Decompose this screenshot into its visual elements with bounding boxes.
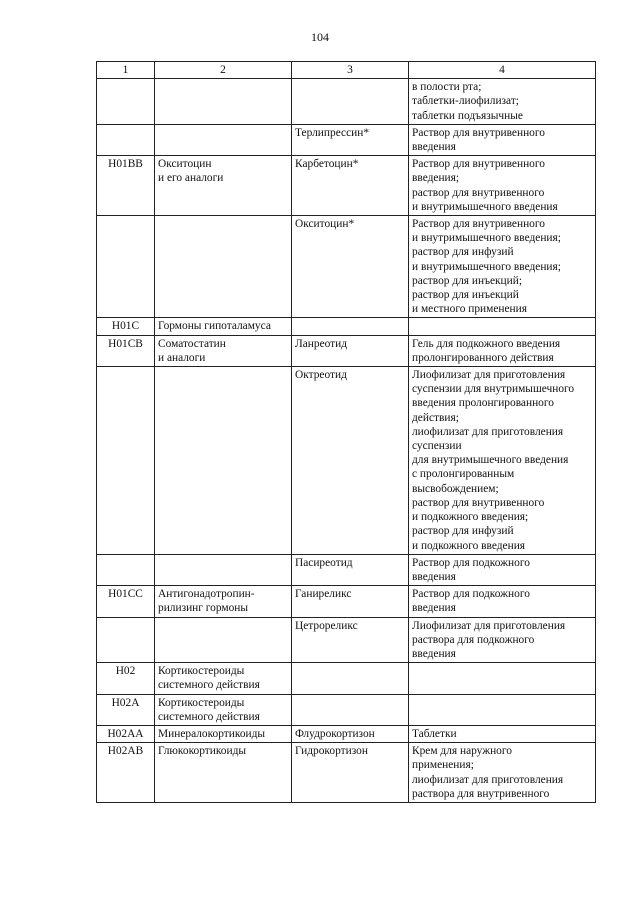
dosage-forms-cell [409, 216, 596, 318]
cell-line: применения; [412, 759, 474, 772]
cell-line: таблетки подъязычные [412, 109, 523, 122]
table-row [97, 79, 596, 125]
cell-line: и его аналоги [158, 172, 224, 185]
dosage-forms-cell [409, 725, 596, 742]
table-row [97, 335, 596, 366]
drug-name-cell [292, 216, 409, 318]
cell-line: Пасиреотид [295, 556, 353, 569]
dosage-forms-cell [409, 694, 596, 725]
atc-code-cell [97, 554, 155, 585]
cell-line: системного действия [158, 679, 260, 692]
cell-line: действия; [412, 411, 459, 424]
table-row [97, 156, 596, 216]
cell-line: суспензии для внутримышечного [412, 383, 575, 396]
atc-code-cell [97, 617, 155, 663]
group-cell [155, 586, 292, 617]
cell-line: с пролонгированным [412, 468, 515, 481]
dosage-forms-cell [409, 586, 596, 617]
cell-line: раствор для внутривенного [412, 186, 545, 199]
cell-line: Терлипрессин* [295, 126, 370, 139]
cell-line: Соматостатин [158, 337, 226, 350]
cell-line: таблетки-лиофилизат; [412, 95, 519, 108]
cell-line: раствор для инфузий [412, 525, 514, 538]
cell-line: и внутримышечного введения; [412, 260, 561, 273]
drug-name-cell [292, 367, 409, 555]
cell-line: Раствор для подкожного [412, 556, 530, 569]
cell-line: раствор для внутривенного [412, 496, 545, 509]
group-cell [155, 216, 292, 318]
group-cell [155, 663, 292, 694]
cell-line: Окситоцин [158, 158, 212, 171]
cell-line: введения [412, 647, 456, 660]
cell-line: суспензии [412, 440, 462, 453]
cell-line: и аналоги [158, 351, 206, 364]
cell-line: Лиофилизат для приготовления [412, 619, 566, 632]
atc-code-cell [97, 367, 155, 555]
cell-line: Глюкокортикоиды [158, 745, 247, 758]
cell-line: Карбетоцин* [295, 158, 359, 171]
drug-name-cell [292, 743, 409, 803]
atc-code-cell [97, 216, 155, 318]
cell-line: Раствор для внутривенного [412, 158, 545, 171]
atc-code-cell: H01C [97, 318, 155, 335]
table-row [97, 725, 596, 742]
cell-line: Октреотид [295, 369, 347, 382]
group-cell [155, 367, 292, 555]
atc-code-cell: H01CC [97, 586, 155, 617]
cell-line: и внутримышечного введения [412, 200, 558, 213]
table-row [97, 694, 596, 725]
cell-line: рилизинг гормоны [158, 602, 249, 615]
cell-line: Флудрокортизон [295, 727, 375, 740]
dosage-forms-cell [409, 663, 596, 694]
cell-line: высвобождением; [412, 482, 499, 495]
group-cell [155, 743, 292, 803]
cell-line: Раствор для внутривенного [412, 218, 545, 231]
cell-line: и подкожного введения; [412, 511, 529, 524]
cell-line: Крем для наружного [412, 745, 512, 758]
dosage-forms-cell [409, 124, 596, 155]
atc-code-cell: H02AB [97, 743, 155, 803]
cell-line: пролонгированного действия [412, 351, 554, 364]
cell-line: раствор для инъекций [412, 289, 519, 302]
cell-line: Антигонадотропин- [158, 588, 255, 601]
table-row [97, 216, 596, 318]
group-cell [155, 79, 292, 125]
cell-line: лиофилизат для приготовления [412, 773, 564, 786]
cell-line: введения пролонгированного [412, 397, 554, 410]
drug-name-cell [292, 318, 409, 335]
cell-line: Гидрокортизон [295, 745, 368, 758]
drug-name-cell [292, 156, 409, 216]
cell-line: и внутримышечного введения; [412, 232, 561, 245]
atc-code-cell: H02AA [97, 725, 155, 742]
drug-name-cell [292, 617, 409, 663]
page-number: 104 [311, 30, 329, 44]
drug-table [96, 61, 596, 803]
atc-code-cell: H01BB [97, 156, 155, 216]
dosage-forms-cell [409, 335, 596, 366]
cell-line: раствора для подкожного [412, 633, 535, 646]
cell-line: системного действия [158, 710, 260, 723]
cell-line: Раствор для внутривенного [412, 126, 545, 139]
table-row [97, 124, 596, 155]
cell-line: Кортикостероиды [158, 665, 245, 678]
cell-line: Лиофилизат для приготовления [412, 369, 566, 382]
group-cell [155, 335, 292, 366]
header-cell: 4 [409, 62, 596, 79]
drug-name-cell [292, 335, 409, 366]
drug-name-cell [292, 554, 409, 585]
group-cell [155, 694, 292, 725]
cell-line: и подкожного введения [412, 539, 526, 552]
table-row [97, 367, 596, 555]
dosage-forms-cell [409, 554, 596, 585]
cell-line: раствор для инъекций; [412, 274, 523, 287]
atc-code-cell: H02A [97, 694, 155, 725]
cell-line: Таблетки [412, 727, 457, 740]
cell-line: лиофилизат для приготовления [412, 425, 564, 438]
cell-line: Ланреотид [295, 337, 348, 350]
header-row [97, 62, 596, 79]
table-row [97, 554, 596, 585]
cell-line: Раствор для подкожного [412, 588, 530, 601]
group-cell [155, 554, 292, 585]
group-cell [155, 318, 292, 335]
cell-line: Минералокортикоиды [158, 727, 266, 740]
cell-line: введения [412, 570, 456, 583]
cell-line: Гель для подкожного введения [412, 337, 561, 350]
header-cell: 2 [155, 62, 292, 79]
dosage-forms-cell [409, 367, 596, 555]
dosage-forms-cell [409, 318, 596, 335]
cell-line: введения [412, 141, 456, 154]
header-cell: 3 [292, 62, 409, 79]
table-row [97, 586, 596, 617]
cell-line: в полости рта; [412, 81, 482, 94]
group-cell [155, 617, 292, 663]
table-row [97, 663, 596, 694]
drug-name-cell [292, 586, 409, 617]
cell-line: раствор для инфузий [412, 246, 514, 259]
cell-line: для внутримышечного введения [412, 454, 569, 467]
header-cell: 1 [97, 62, 155, 79]
cell-line: Кортикостероиды [158, 696, 245, 709]
cell-line: Гормоны гипоталамуса [158, 320, 271, 333]
atc-code-cell [97, 79, 155, 125]
cell-line: Окситоцин* [295, 218, 355, 231]
atc-code-cell [97, 124, 155, 155]
drug-name-cell [292, 663, 409, 694]
dosage-forms-cell [409, 743, 596, 803]
drug-name-cell [292, 725, 409, 742]
atc-code-cell: H01CB [97, 335, 155, 366]
cell-line: введения; [412, 172, 460, 185]
group-cell [155, 725, 292, 742]
group-cell [155, 124, 292, 155]
table-row [97, 743, 596, 803]
cell-line: раствора для внутривенного [412, 787, 550, 800]
cell-line: и местного применения [412, 303, 527, 316]
cell-line: введения [412, 602, 456, 615]
group-cell [155, 156, 292, 216]
cell-line: Ганиреликс [295, 588, 352, 601]
table-row [97, 318, 596, 335]
drug-name-cell [292, 694, 409, 725]
dosage-forms-cell [409, 156, 596, 216]
atc-code-cell: H02 [97, 663, 155, 694]
dosage-forms-cell [409, 79, 596, 125]
dosage-forms-cell [409, 617, 596, 663]
drug-name-cell [292, 124, 409, 155]
cell-line: Цетрореликс [295, 619, 358, 632]
table-row [97, 617, 596, 663]
drug-name-cell [292, 79, 409, 125]
